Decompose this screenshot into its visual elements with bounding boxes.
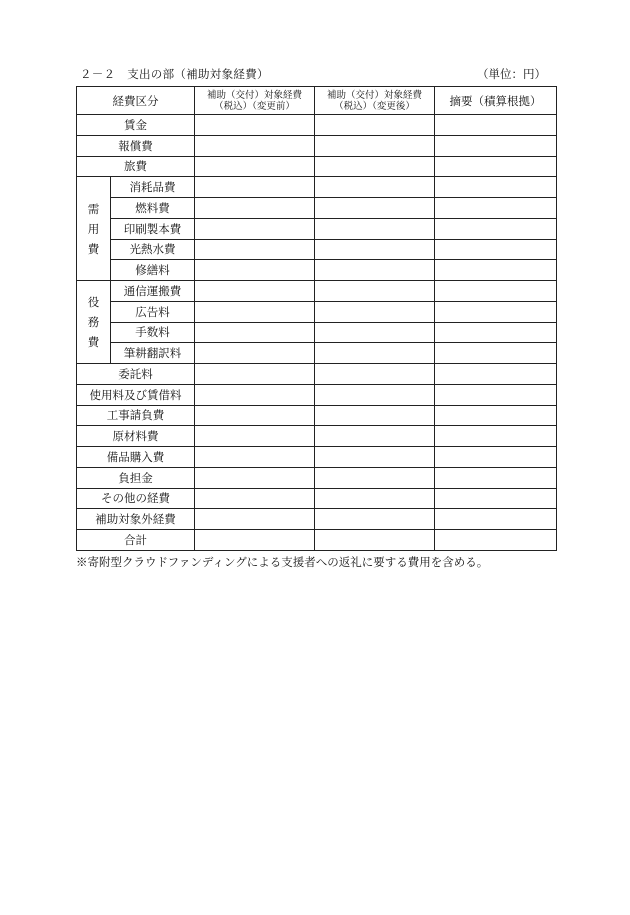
amount-before-cell[interactable] — [195, 405, 315, 426]
amount-after-cell[interactable] — [315, 260, 435, 281]
header-amount-before: 補助（交付）対象経費 （税込）（変更前） — [195, 87, 315, 115]
summary-cell[interactable] — [435, 426, 557, 447]
category-label: 備品購入費 — [77, 447, 195, 468]
subcategory-label: 消耗品費 — [111, 177, 195, 198]
amount-before-cell[interactable] — [195, 281, 315, 302]
amount-after-cell[interactable] — [315, 509, 435, 530]
header-amount-after: 補助（交付）対象経費 （税込）（変更後） — [315, 87, 435, 115]
amount-after-cell[interactable] — [315, 198, 435, 219]
amount-after-cell[interactable] — [315, 301, 435, 322]
amount-before-cell[interactable] — [195, 447, 315, 468]
amount-before-cell[interactable] — [195, 509, 315, 530]
subcategory-label: 広告料 — [111, 301, 195, 322]
table-row — [77, 281, 557, 302]
amount-after-cell[interactable] — [315, 405, 435, 426]
amount-before-cell[interactable] — [195, 198, 315, 219]
category-label: 工事請負費 — [77, 405, 195, 426]
summary-cell[interactable] — [435, 177, 557, 198]
amount-after-cell[interactable] — [315, 384, 435, 405]
category-label: 報償費 — [77, 135, 195, 156]
table-row — [77, 426, 557, 447]
table-header-row — [77, 87, 557, 115]
amount-after-cell[interactable] — [315, 322, 435, 343]
amount-before-cell[interactable] — [195, 218, 315, 239]
amount-after-cell[interactable] — [315, 343, 435, 364]
table-row — [77, 509, 557, 530]
table-row — [77, 177, 557, 198]
category-label: 賃金 — [77, 115, 195, 136]
summary-cell[interactable] — [435, 260, 557, 281]
subcategory-label: 手数料 — [111, 322, 195, 343]
subcategory-label: 印刷製本費 — [111, 218, 195, 239]
unit-label: （単位：円） — [477, 67, 546, 81]
table-row — [77, 467, 557, 488]
amount-after-cell[interactable] — [315, 177, 435, 198]
amount-after-cell[interactable] — [315, 135, 435, 156]
amount-before-cell[interactable] — [195, 488, 315, 509]
summary-cell[interactable] — [435, 509, 557, 530]
expense-table — [76, 86, 557, 551]
amount-after-cell[interactable] — [315, 115, 435, 136]
table-row — [77, 343, 557, 364]
table-row — [77, 364, 557, 385]
table-row — [77, 156, 557, 177]
amount-before-cell[interactable] — [195, 322, 315, 343]
table-body — [77, 115, 557, 551]
section-title: ２－２ 支出の部（補助対象経費） — [80, 67, 269, 81]
table-row — [77, 239, 557, 260]
category-label: 補助対象外経費 — [77, 509, 195, 530]
amount-before-cell[interactable] — [195, 467, 315, 488]
subcategory-label: 修繕料 — [111, 260, 195, 281]
subcategory-label: 通信運搬費 — [111, 281, 195, 302]
table-row — [77, 135, 557, 156]
table-row — [77, 447, 557, 468]
amount-before-cell[interactable] — [195, 426, 315, 447]
category-label: 負担金 — [77, 467, 195, 488]
summary-cell[interactable] — [435, 405, 557, 426]
footnote: ※寄附型クラウドファンディングによる支援者への返礼に要する費用を含める。 — [76, 555, 489, 569]
amount-after-cell[interactable] — [315, 281, 435, 302]
amount-after-cell[interactable] — [315, 467, 435, 488]
header-summary: 摘要（積算根拠） — [435, 87, 557, 115]
category-label: 旅費 — [77, 156, 195, 177]
amount-before-cell[interactable] — [195, 115, 315, 136]
table-row — [77, 530, 557, 551]
summary-cell[interactable] — [435, 322, 557, 343]
amount-after-cell[interactable] — [315, 218, 435, 239]
summary-cell[interactable] — [435, 447, 557, 468]
summary-cell[interactable] — [435, 156, 557, 177]
table-row — [77, 301, 557, 322]
amount-after-cell[interactable] — [315, 426, 435, 447]
table-row — [77, 384, 557, 405]
amount-before-cell[interactable] — [195, 260, 315, 281]
category-label: 使用料及び賃借料 — [77, 384, 195, 405]
table-row — [77, 488, 557, 509]
amount-after-cell[interactable] — [315, 364, 435, 385]
amount-after-cell[interactable] — [315, 156, 435, 177]
summary-cell[interactable] — [435, 488, 557, 509]
table-row — [77, 322, 557, 343]
amount-after-cell[interactable] — [315, 239, 435, 260]
category-label: 合計 — [77, 530, 195, 551]
amount-before-cell[interactable] — [195, 301, 315, 322]
amount-after-cell[interactable] — [315, 447, 435, 468]
subcategory-label: 光熱水費 — [111, 239, 195, 260]
amount-before-cell[interactable] — [195, 156, 315, 177]
summary-cell[interactable] — [435, 467, 557, 488]
table-row — [77, 260, 557, 281]
summary-cell[interactable] — [435, 384, 557, 405]
group-label-ekimuhi: 役 務 費 — [77, 281, 111, 364]
amount-after-cell[interactable] — [315, 530, 435, 551]
summary-cell[interactable] — [435, 218, 557, 239]
table-row — [77, 218, 557, 239]
amount-before-cell[interactable] — [195, 177, 315, 198]
amount-before-cell[interactable] — [195, 239, 315, 260]
table-row — [77, 198, 557, 219]
summary-cell[interactable] — [435, 198, 557, 219]
amount-before-cell[interactable] — [195, 384, 315, 405]
table-row — [77, 405, 557, 426]
category-label: 原材料費 — [77, 426, 195, 447]
amount-before-cell[interactable] — [195, 135, 315, 156]
group-label-juyohi: 需 用 費 — [77, 177, 111, 281]
amount-before-cell[interactable] — [195, 364, 315, 385]
summary-cell[interactable] — [435, 281, 557, 302]
summary-cell[interactable] — [435, 530, 557, 551]
section-header — [80, 66, 546, 82]
subcategory-label: 筆耕翻訳料 — [111, 343, 195, 364]
amount-before-cell[interactable] — [195, 343, 315, 364]
category-label: その他の経費 — [77, 488, 195, 509]
table-row — [77, 115, 557, 136]
amount-before-cell[interactable] — [195, 530, 315, 551]
summary-cell[interactable] — [435, 364, 557, 385]
category-label: 委託料 — [77, 364, 195, 385]
amount-after-cell[interactable] — [315, 488, 435, 509]
subcategory-label: 燃料費 — [111, 198, 195, 219]
summary-cell[interactable] — [435, 301, 557, 322]
summary-cell[interactable] — [435, 115, 557, 136]
summary-cell[interactable] — [435, 239, 557, 260]
header-category: 経費区分 — [77, 87, 195, 115]
summary-cell[interactable] — [435, 343, 557, 364]
summary-cell[interactable] — [435, 135, 557, 156]
